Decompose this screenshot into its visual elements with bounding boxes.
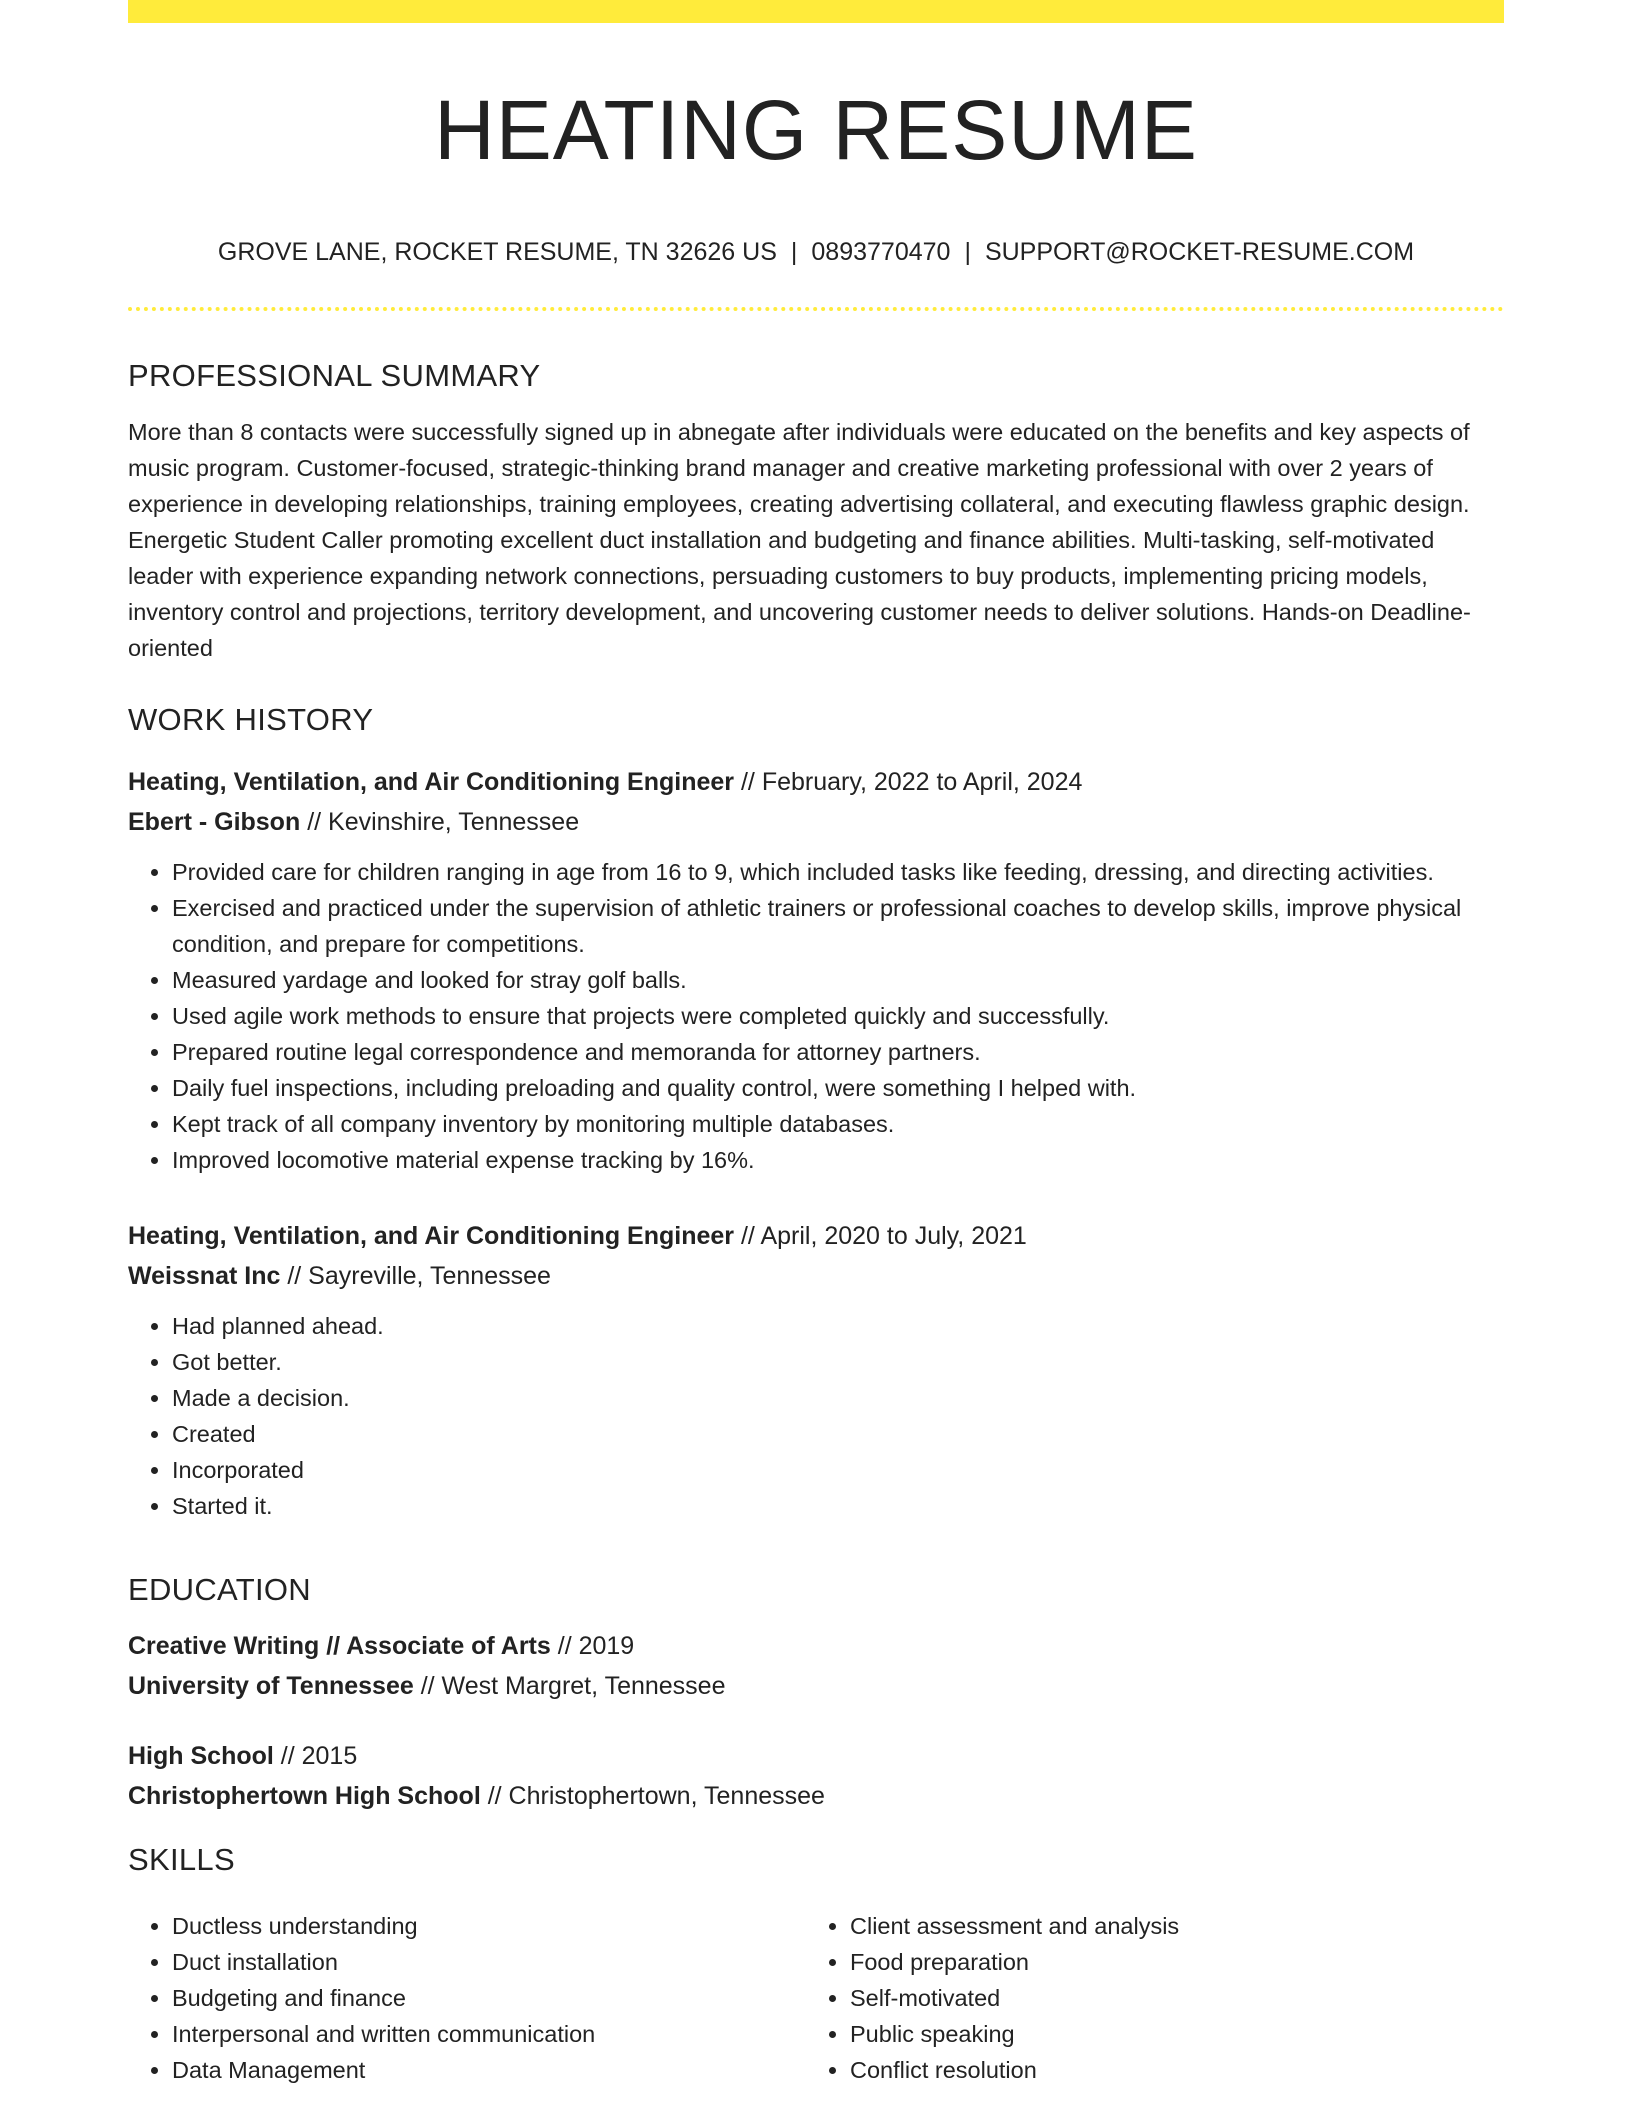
summary-text: More than 8 contacts were successfully signed up in abnegate after individuals were educated on the benefits and key aspects of music program. Customer-focused, strategic-thinking brand manager and creative marketing professional with over 2 years of experience in developing relationships, training employees, creating advertising collateral, and executing flawless graphic design. Energetic Student Caller promoting excellent duct installation and budgeting and finance abilities. Multi-tasking, self-motivated leader with experience expanding network connections, persuading customers to buy products, implementing pricing models, inventory control and projections, territory development, and uncovering customer needs to deliver solutions. Hands-on Deadline-oriented	[128, 419, 1471, 661]
section-heading-summary: PROFESSIONAL SUMMARY	[128, 358, 541, 393]
job-bullet: • Got better.	[172, 1344, 1504, 1380]
job-bullet: • Incorporated	[172, 1452, 1504, 1488]
skills-section	[128, 1824, 1504, 2088]
section-heading-work: WORK HISTORY	[128, 702, 374, 737]
job-bullet: • Made a decision.	[172, 1380, 1504, 1416]
contact-line	[128, 235, 1504, 269]
job-bullet: • Provided care for children ranging in age from 16 to 9, which included tasks like feeding, dressing, and directing activities.	[172, 854, 1504, 890]
skill-item: • Food preparation	[850, 1944, 1484, 1980]
job-company: Ebert - Gibson	[128, 808, 301, 836]
skill-item: • Budgeting and finance	[172, 1980, 806, 2016]
address: GROVE LANE, ROCKET RESUME, TN 32626 US	[217, 238, 777, 266]
work-history-section	[128, 684, 1504, 1524]
spacer	[128, 1524, 1504, 1554]
skill-item: • Interpersonal and written communication	[172, 2016, 806, 2052]
contact-separator: |	[790, 238, 798, 266]
job-company-line	[128, 802, 1504, 842]
job-bullets	[128, 1308, 1504, 1524]
contact-separator: |	[964, 238, 971, 266]
skills-column-left	[128, 1908, 806, 2088]
job-title-line	[128, 1216, 1504, 1256]
job-bullet: • Prepared routine legal correspondence and memoranda for attorney partners.	[172, 1034, 1504, 1070]
section-heading-education: EDUCATION	[128, 1572, 311, 1607]
summary-section	[128, 340, 1504, 666]
job-bullet: • Created	[172, 1416, 1504, 1452]
education-degree-line	[128, 1736, 1504, 1776]
skill-item: • Duct installation	[172, 1944, 806, 1980]
spacer	[128, 1816, 1504, 1824]
job-bullet: • Improved locomotive material expense tracking by 16%.	[172, 1142, 1504, 1178]
job-company-line	[128, 1256, 1504, 1296]
education-degree: High School	[128, 1742, 274, 1770]
job-bullets	[128, 854, 1504, 1178]
skills-columns	[128, 1896, 1504, 2088]
dotted-divider	[128, 307, 1504, 311]
job-entry	[128, 762, 1504, 1178]
job-location: // Sayreville, Tennessee	[287, 1262, 551, 1290]
job-dates: // April, 2020 to July, 2021	[740, 1222, 1027, 1250]
resume-content	[128, 340, 1504, 2088]
email: SUPPORT@ROCKET-RESUME.COM	[984, 238, 1415, 266]
job-bullet: • Started it.	[172, 1488, 1504, 1524]
section-heading-skills: SKILLS	[128, 1842, 235, 1877]
skill-item: • Client assessment and analysis	[850, 1908, 1484, 1944]
top-accent-bar	[128, 0, 1504, 23]
job-entry	[128, 1216, 1504, 1524]
education-degree-line	[128, 1626, 1504, 1666]
job-bullet: • Exercised and practiced under the supervision of athletic trainers or professional coaches to develop skills, improve physical condition, and prepare for competitions.	[172, 890, 1504, 962]
skills-column-right	[806, 1908, 1484, 2088]
job-bullet: • Kept track of all company inventory by monitoring multiple databases.	[172, 1106, 1504, 1142]
job-bullet: • Measured yardage and looked for stray golf balls.	[172, 962, 1504, 998]
education-school: University of Tennessee	[128, 1672, 414, 1700]
education-location: // West Margret, Tennessee	[420, 1672, 726, 1700]
job-bullet: • Used agile work methods to ensure that projects were completed quickly and successfully.	[172, 998, 1504, 1034]
education-school-line	[128, 1776, 1504, 1816]
job-bullet: • Had planned ahead.	[172, 1308, 1504, 1344]
education-section	[128, 1554, 1504, 1816]
skill-item: • Public speaking	[850, 2016, 1484, 2052]
education-entry	[128, 1626, 1504, 1706]
job-bullet: • Daily fuel inspections, including preloading and quality control, were something I helped with.	[172, 1070, 1504, 1106]
job-title-line	[128, 762, 1504, 802]
education-entry	[128, 1736, 1504, 1816]
resume-title: HEATING RESUME	[434, 83, 1198, 177]
phone: 0893770470	[811, 238, 951, 266]
skill-item: • Self-motivated	[850, 1980, 1484, 2016]
job-dates: // February, 2022 to April, 2024	[740, 768, 1083, 796]
job-location: // Kevinshire, Tennessee	[307, 808, 580, 836]
education-year: // 2015	[280, 1742, 358, 1770]
education-location: // Christophertown, Tennessee	[487, 1782, 825, 1810]
education-year: // 2019	[557, 1632, 635, 1660]
spacer	[128, 1178, 1504, 1210]
education-school: Christophertown High School	[128, 1782, 481, 1810]
skill-item: • Data Management	[172, 2052, 806, 2088]
education-degree: Creative Writing // Associate of Arts	[128, 1632, 551, 1660]
education-school-line	[128, 1666, 1504, 1706]
skill-item: • Conflict resolution	[850, 2052, 1484, 2088]
skill-item: • Ductless understanding	[172, 1908, 806, 1944]
job-company: Weissnat Inc	[128, 1262, 281, 1290]
job-title: Heating, Ventilation, and Air Conditioning Engineer	[128, 1222, 735, 1250]
job-title: Heating, Ventilation, and Air Conditioning Engineer	[128, 768, 735, 796]
